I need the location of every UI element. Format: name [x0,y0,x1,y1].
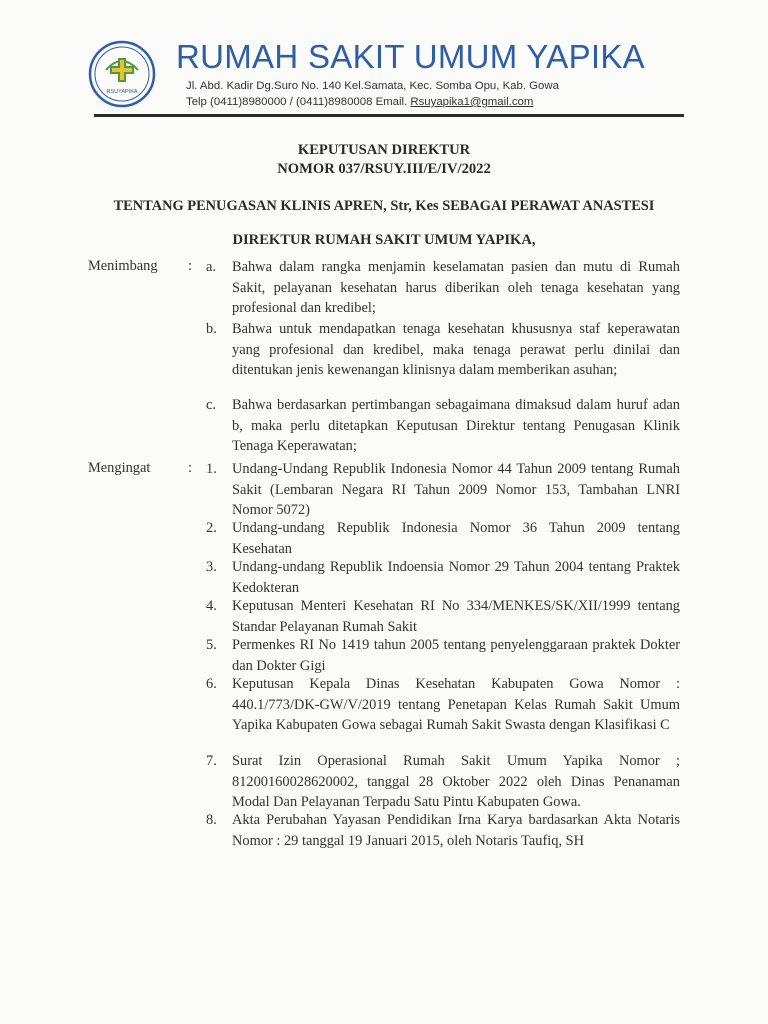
mengingat-mark-5: 5. [206,637,217,653]
decree-issuer: DIREKTUR RUMAH SAKIT UMUM YAPIKA, [232,232,536,248]
mengingat-mark-7: 7. [206,753,217,769]
mengingat-mark-4: 4. [206,598,217,614]
mengingat-colon: : [188,460,192,476]
mengingat-label: Mengingat [88,460,151,476]
menimbang-item-a: Bahwa dalam rangka menjamin keselamatan pasien dan mutu di Rumah Sakit, pelayanan kesehatan harus diberikan oleh tenaga kesehatan yang profesional dan kredibel; [232,259,680,317]
mengingat-item-4: Keputusan Menteri Kesehatan RI No 334/MENKES/SK/XII/1999 tentang Standar Pelayanan Rumah Sakit [232,598,680,635]
menimbang-mark-c: c. [206,397,216,413]
hospital-contact [186,96,533,108]
menimbang-label: Menimbang [88,258,158,274]
menimbang-item-c: Bahwa berdasarkan pertimbangan sebagaimana dimaksud dalam huruf adan b, maka perlu ditetapkan Keputusan Direktur tentang Penugasan Klinik Tenaga Keperawatan; [232,397,680,455]
decree-number: NOMOR 037/RSUY.III/E/IV/2022 [277,161,491,177]
hospital-name: RUMAH SAKIT UMUM YAPIKA [176,38,645,75]
mengingat-mark-3: 3. [206,559,217,575]
mengingat-item-8: Akta Perubahan Yayasan Pendidikan Irna Karya bardasarkan Akta Notaris Nomor : 29 tanggal 19 Januari 2015, oleh Notaris Taufiq, SH [232,812,680,849]
letterhead-divider [94,114,684,117]
mengingat-mark-6: 6. [206,676,217,692]
phone-text: Telp (0411)8980000 / (0411)8980008 Email. [186,96,411,108]
mengingat-mark-8: 8. [206,812,217,828]
mengingat-item-7: Surat Izin Operasional Rumah Sakit Umum Yapika Nomor ; 81200160028620002, tanggal 28 Oktober 2022 oleh Dinas Penanaman Modal Dan Pelayanan Terpadu Satu Pintu Kabupaten Gowa. [232,753,680,811]
mengingat-mark-1: 1. [206,461,217,477]
mengingat-item-5: Permenkes RI No 1419 tahun 2005 tentang penyelenggaraan praktek Dokter dan Dokter Gigi [232,637,680,674]
decree-subject: TENTANG PENUGASAN KLINIS APREN, Str, Kes SEBAGAI PERAWAT ANASTESI [113,198,655,214]
mengingat-mark-2: 2. [206,520,217,536]
decree-title: KEPUTUSAN DIREKTUR [297,142,471,158]
mengingat-item-1: Undang-Undang Republik Indonesia Nomor 44 Tahun 2009 tentang Rumah Sakit (Lembaran Negara RI Tahun 2009 Nomor 153, Tambahan LNRI Nomor 5072) [232,461,680,519]
menimbang-colon: : [188,258,192,274]
mengingat-item-2: Undang-undang Republik Indonesia Nomor 36 Tahun 2009 tentang Kesehatan [232,520,680,557]
email-link[interactable]: Rsuyapika1@gmail.com [410,96,534,108]
logo-text: RSUYAPIKA [106,89,138,95]
menimbang-mark-b: b. [206,321,217,337]
mengingat-item-6: Keputusan Kepala Dinas Kesehatan Kabupaten Gowa Nomor : 440.1/773/DK-GW/V/2019 tentang Penetapan Kelas Rumah Sakit Umum Yapika Kabupaten Gowa sebagai Rumah Sakit Swasta dengan Klasifikasi C [232,676,680,734]
hospital-logo [88,40,156,108]
menimbang-mark-a: a. [206,259,216,275]
menimbang-item-b: Bahwa untuk mendapatkan tenaga kesehatan khususnya staf keperawatan yang profesional dan kredibel, maka tenaga perawat perlu dinilai dan ditentukan jenis kewenangan klinisnya dalam memberikan asuhan; [232,321,680,379]
hospital-address: Jl. Abd. Kadir Dg.Suro No. 140 Kel.Samata, Kec. Somba Opu, Kab. Gowa [186,80,559,92]
mengingat-item-3: Undang-undang Republik Indoensia Nomor 29 Tahun 2004 tentang Praktek Kedokteran [232,559,680,596]
